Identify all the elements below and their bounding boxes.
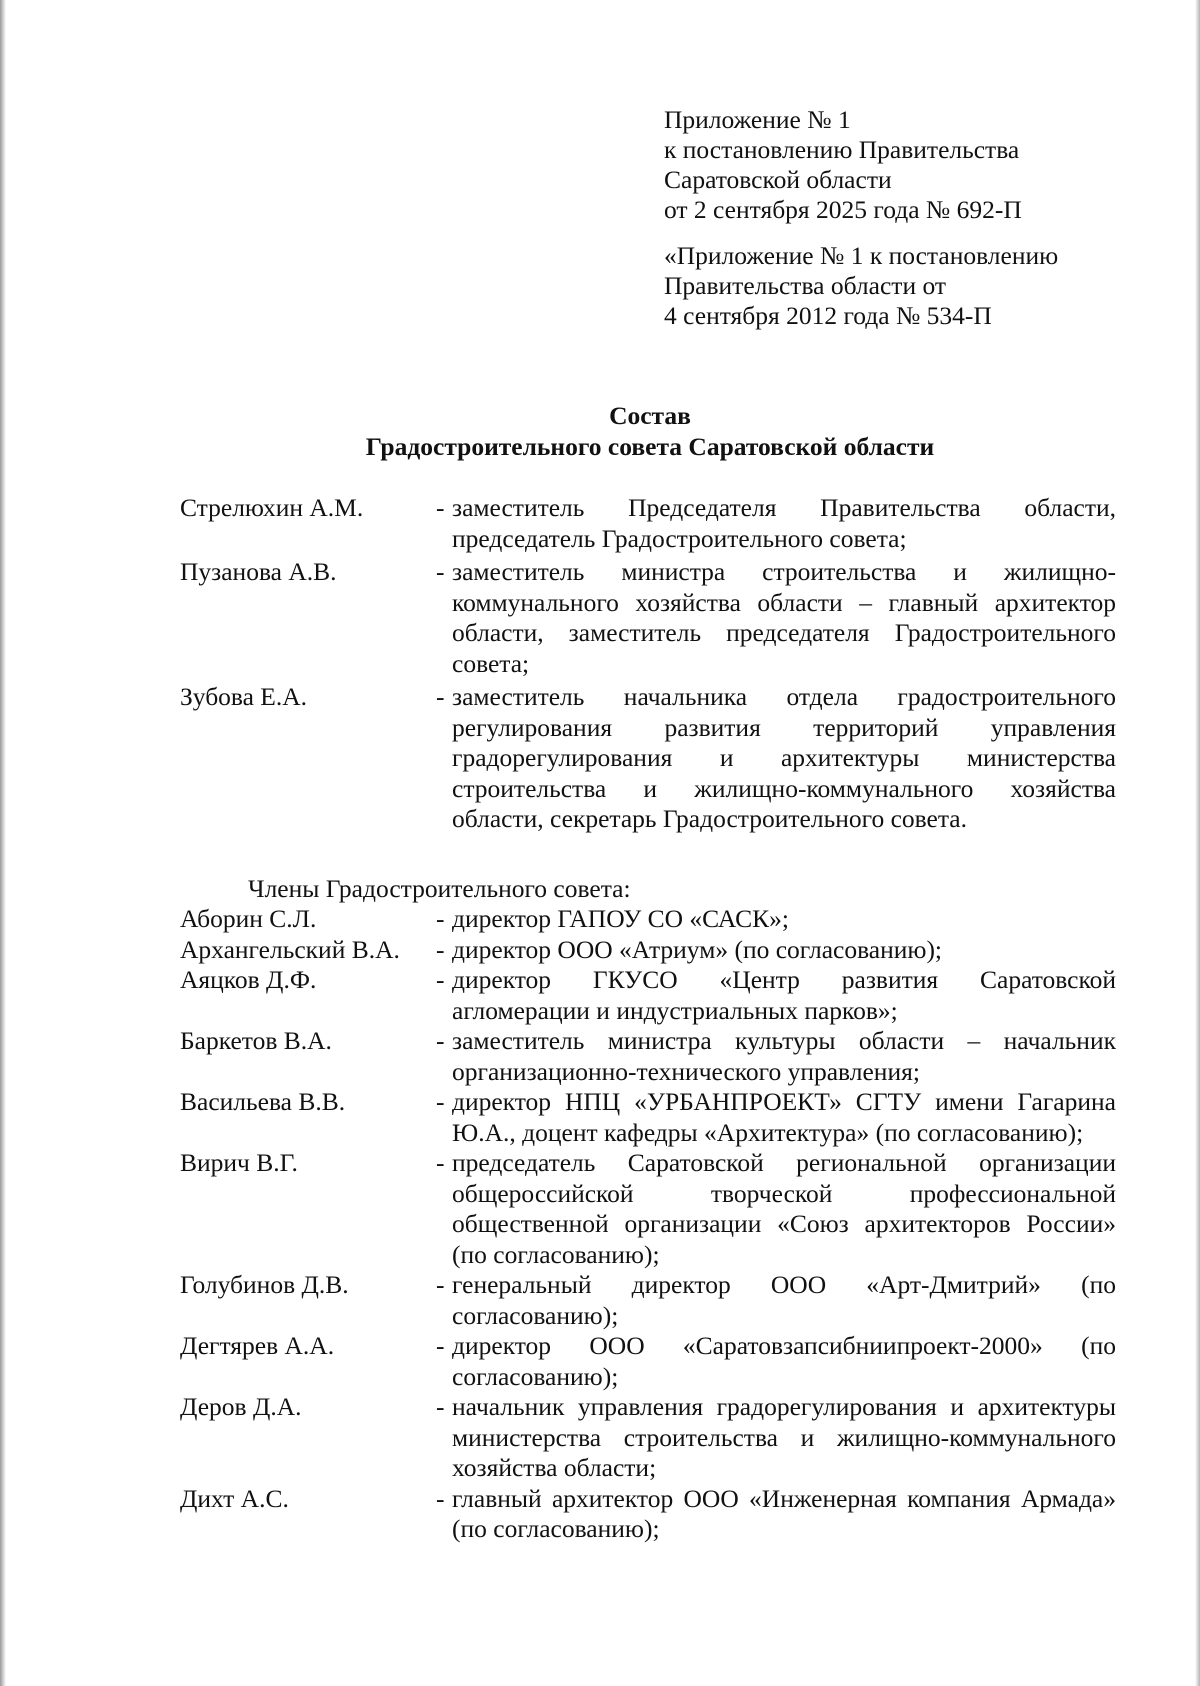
roster-entry — [180, 1087, 1116, 1148]
person-role — [436, 1148, 1116, 1270]
dash-separator: - — [436, 1331, 445, 1360]
role-text: директор ООО «Саратовзапсибниипроект-2000» (по согласованию); — [452, 1331, 1116, 1391]
roster-entry — [180, 493, 1116, 554]
appendix-block-current — [664, 105, 1144, 225]
person-role — [436, 1484, 1116, 1545]
section-gap — [180, 838, 1116, 874]
appendix-line: Саратовской области — [664, 165, 892, 194]
person-name: Дегтярев А.А. — [180, 1331, 335, 1360]
role-text: заместитель начальника отдела градостроительного регулирования развития территорий управления градорегулирования и архитектуры министерства строительства и жилищно-коммунального хозяйства области, секретарь Градостроительного совета. — [452, 682, 1116, 833]
roster-entry — [180, 1270, 1116, 1331]
person-name: Вирич В.Г. — [180, 1148, 298, 1177]
person-role — [436, 1270, 1116, 1331]
role-text: заместитель министра культуры области – начальник организационно-технического управления; — [452, 1026, 1116, 1086]
role-text: главный архитектор ООО «Инженерная компания Армада» (по согласованию); — [452, 1483, 1116, 1543]
dash-separator: - — [436, 557, 445, 586]
roster-entry — [180, 904, 1116, 935]
title-line-2: Градостроительного совета Саратовской области — [365, 432, 935, 461]
leadership-list — [180, 493, 1116, 835]
role-text: заместитель Председателя Правительства области, председатель Градостроительного совета; — [452, 493, 1116, 553]
members-heading: Члены Градостроительного совета: — [248, 873, 631, 903]
appendix-line: от 2 сентября 2025 года № 692-П — [664, 195, 1022, 224]
person-name: Пузанова А.В. — [180, 557, 337, 586]
roster-entry — [180, 557, 1116, 679]
dash-separator: - — [436, 965, 445, 994]
members-list — [180, 904, 1116, 1545]
role-text: председатель Саратовской региональной организации общероссийской творческой профессиональной общественной организации «Союз архитекторов России» (по согласованию); — [452, 1148, 1116, 1269]
roster-entry — [180, 1484, 1116, 1545]
dash-separator: - — [436, 904, 445, 933]
dash-separator: - — [436, 1087, 445, 1116]
roster-entry — [180, 1026, 1116, 1087]
role-text: директор ГКУСО «Центр развития Саратовской агломерации и индустриальных парков»; — [452, 965, 1116, 1025]
council-roster — [180, 493, 1116, 1545]
role-text: генеральный директор ООО «Арт-Дмитрий» (по согласованию); — [452, 1270, 1116, 1330]
person-role — [436, 1087, 1116, 1148]
appendix-header — [664, 105, 1144, 331]
person-role — [436, 1026, 1116, 1087]
person-role — [436, 1331, 1116, 1392]
roster-entry — [180, 1392, 1116, 1484]
dash-separator: - — [436, 493, 445, 522]
person-role — [436, 557, 1116, 679]
dash-separator: - — [436, 1270, 445, 1299]
person-role — [436, 682, 1116, 835]
roster-entry — [180, 935, 1116, 966]
appendix-line: к постановлению Правительства — [664, 135, 1020, 164]
dash-separator: - — [436, 1026, 445, 1055]
person-name: Архангельский В.А. — [180, 934, 400, 964]
dash-separator: - — [436, 934, 445, 964]
roster-entry — [180, 965, 1116, 1026]
person-role — [436, 493, 1116, 554]
person-role — [436, 935, 1116, 966]
role-text: директор ООО «Атриум» (по согласованию); — [452, 934, 943, 964]
person-name: Васильева В.В. — [180, 1087, 346, 1116]
person-name: Баркетов В.А. — [180, 1026, 332, 1055]
dash-separator: - — [436, 1483, 445, 1513]
role-text: директор ГАПОУ СО «САСК»; — [452, 904, 789, 933]
person-role — [436, 904, 1116, 935]
dash-separator: - — [436, 1392, 445, 1421]
appendix-line: «Приложение № 1 к постановлению — [664, 241, 1059, 270]
appendix-line: Приложение № 1 — [664, 105, 851, 134]
role-text: заместитель министра строительства и жилищно-коммунального хозяйства области – главный архитектор области, заместитель председателя Градостроительного совета; — [452, 557, 1116, 678]
person-name: Аяцков Д.Ф. — [180, 965, 317, 994]
roster-entry — [180, 1148, 1116, 1270]
person-name: Зубова Е.А. — [180, 682, 308, 711]
roster-entry — [180, 1331, 1116, 1392]
appendix-line: Правительства области от — [664, 271, 947, 300]
scan-edge-right — [1195, 0, 1200, 1686]
dash-separator: - — [436, 682, 445, 711]
role-text: директор НПЦ «УРБАНПРОЕКТ» СГТУ имени Гагарина Ю.А., доцент кафедры «Архитектура» (по согласованию); — [452, 1087, 1116, 1147]
appendix-line: 4 сентября 2012 года № 534-П — [664, 301, 992, 330]
person-role — [436, 1392, 1116, 1484]
title-line-1: Состав — [609, 401, 691, 430]
dash-separator: - — [436, 1148, 445, 1177]
scan-edge-left — [0, 0, 6, 1686]
role-text: начальник управления градорегулирования и архитектуры министерства строительства и жилищно-коммунального хозяйства области; — [452, 1392, 1116, 1482]
person-role — [436, 965, 1116, 1026]
person-name: Голубинов Д.В. — [180, 1270, 349, 1299]
roster-entry — [180, 682, 1116, 835]
person-name: Аборин С.Л. — [180, 904, 317, 933]
document-title — [180, 400, 1120, 462]
appendix-block-original — [664, 241, 1144, 331]
person-name: Стрелюхин А.М. — [180, 493, 364, 522]
person-name: Дихт А.С. — [180, 1483, 289, 1513]
person-name: Деров Д.А. — [180, 1392, 302, 1421]
